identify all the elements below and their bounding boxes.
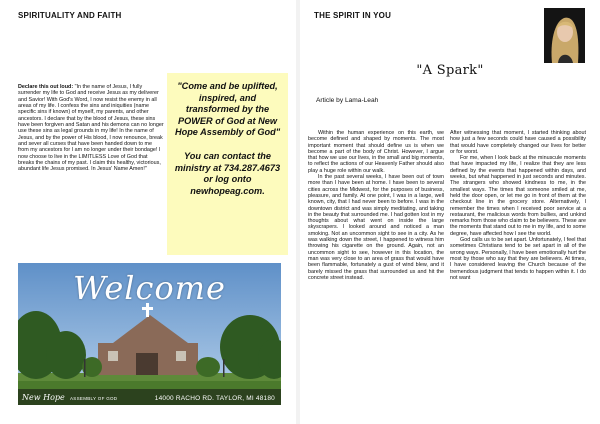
paragraph: After witnessing that moment, I started thinking about how just a few seconds could have caused a possibility that would have completely changed our lives for better or for worst. [450,130,586,155]
left-page [0,0,296,424]
welcome-title: Welcome [73,269,226,307]
promo-contact: You can contact the ministry at 734.287.4673 or log onto newhopeag.com. [174,150,281,196]
article-title: "A Spark" [416,63,484,78]
declaration-lead: Declare this out loud: [18,84,74,90]
article-column-1 [308,130,444,281]
right-page [300,0,600,424]
author-portrait [544,8,585,63]
promo-box [167,73,288,255]
paragraph: In the past several weeks, I have been out of town more than I have been at home. I have been to several cities across the Midwest, for the purposes of business, pleasure, and family. At one point, I was in a large, well known, city, that I had never been to before. I was in the downtown district and was simply meditating, and taking in the beauty that surrounded me. I had gotten lost in my thoughts about what went on inside the large skyscrapers. I looked around and noticed a man smoking. Not an uncommon sight to see in a city. As he was walking down the street, I happened to witness him throwing his cigarette on the ground. Again, not an uncommon sight to see, however in this location, the man was very close to an area of grass that would have been flammable, fortunately a gust of wind blew, and it barely missed the grass that surrounded us and hit the concrete street instead. [308,174,444,281]
right-section-title: THE SPIRIT IN YOU [314,11,392,20]
paragraph: Within the human experience on this earth, we become defined and shaped by moments. The most important moment that should define us is when we become a part of the body of Christ. However, I argue that how we use our lives, in the small and big moments, to reflect the actions of our Heavenly Father should also play a huge role within our walk. [308,130,444,174]
article-byline: Article by Lama-Leah [316,97,379,104]
declaration-text [18,84,164,173]
paragraph: For me, when I look back at the minuscule moments that have impacted my life, I realize that they are less defined by the events that happened within days, and weeks, but what happened in just seconds and minutes. The strangers who showed kindness to me, in the smallest ways. The times that someone smiled at me, held the door open, or let me go in front of them at the checkout line in the grocery store. Alternatively, I remember the times when I received poor service at a restaurant, the malicious words from bullies, and unkind remarks from those who claim to be believers. These are the moments that stand out to me in my life, and to some degree, have affected how I see the world. [450,155,586,237]
left-section-title: SPIRITUALITY AND FAITH [18,11,122,20]
welcome-photo [18,263,281,405]
church-name: New Hope [22,393,65,402]
article-column-2 [450,130,586,281]
paragraph: God calls us to be set apart. Unfortunately, I feel that sometimes Christians tend to be set apart in all of the wrong ways. Personally, I have been emotionally hurt the most by those who say that they are believers. At times, I have considered leaving the Church because of the tremendous judgment that tends to happen within it. I do not want [450,237,586,281]
church-subtitle: ASSEMBLY OF GOD [70,396,118,401]
church-address: 14000 RACHO RD. TAYLOR, MI 48180 [154,395,275,402]
promo-quote: "Come and be uplifted, inspired, and transformed by the POWER of God at New Hope Assembly of God" [174,81,281,138]
portrait-illustration [544,8,585,63]
declaration-body: "In the name of Jesus, I fully surrender my life to God and receive Jesus as my deliverer and Savior! With God's Word, I now resist the enemy in all areas of my life. I confess the sins and iniquities (name specific sins if known) of myself, my parents, and other ancestors. I declare that by the blood of Jesus, these sins have been forgiven and Satan and his demons can no longer use these sins as legal grounds in my life! In the name of Jesus, and by the power of His blood, I now renounce, break and sever all curses that have been handed down to me from my ancestors for I am no longer under their bondage! I now choose to live in the LIMITLESS Love of God that breaks the chains of my past. I claim this healthy, victorious, abundant life Jesus promised. In Jesus' Name Amen!" [18,84,164,173]
